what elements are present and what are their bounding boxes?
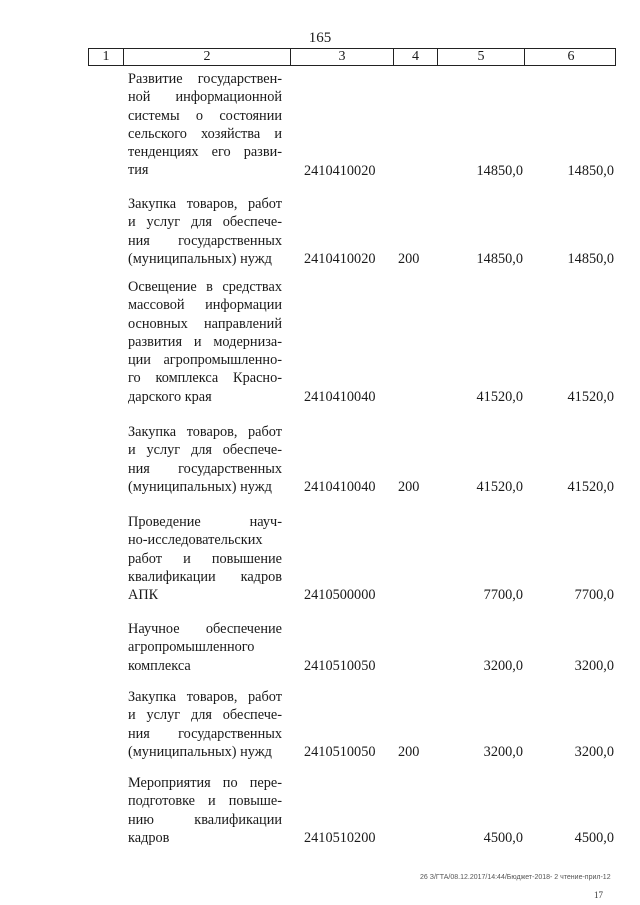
row-name-line: (муниципальных) нужд bbox=[128, 250, 272, 267]
row-amount-year1: 14850,0 bbox=[476, 162, 523, 179]
row-amount-year1: 3200,0 bbox=[483, 657, 523, 674]
row-csr-code: 2410410040 bbox=[304, 478, 376, 495]
row-name bbox=[128, 423, 282, 496]
row-name-line: нию квалификации bbox=[128, 811, 282, 828]
row-name bbox=[128, 774, 282, 847]
row-amount-year2: 3200,0 bbox=[574, 657, 614, 674]
row-name-line: (муниципальных) нужд bbox=[128, 743, 272, 760]
row-amount-year1: 3200,0 bbox=[483, 743, 523, 760]
row-name-line: Освещение в средствах bbox=[128, 279, 282, 295]
row-amount-year1: 41520,0 bbox=[476, 478, 523, 495]
row-name bbox=[128, 70, 282, 180]
row-name-line: развития и модерниза- bbox=[128, 333, 282, 350]
row-name-line: Мероприятия по пере- bbox=[128, 775, 282, 791]
table-row bbox=[88, 688, 616, 761]
row-name-line: ния государственных bbox=[128, 460, 282, 477]
budget-table bbox=[88, 48, 616, 846]
row-vr-code: 200 bbox=[398, 478, 420, 495]
table-row bbox=[88, 620, 616, 675]
row-name-line: работ и повышение bbox=[128, 550, 282, 567]
row-csr-code: 2410510050 bbox=[304, 657, 376, 674]
row-name bbox=[128, 513, 282, 604]
row-csr-code: 2410410040 bbox=[304, 388, 376, 405]
row-name-line: Развитие государствен- bbox=[128, 71, 282, 87]
row-name-line: ции агропромышленно- bbox=[128, 352, 282, 369]
row-amount-year2: 3200,0 bbox=[574, 743, 614, 760]
row-name-line: тенденциях его разви- bbox=[128, 144, 282, 161]
header-col-5: 5 bbox=[437, 49, 524, 65]
header-col-6: 6 bbox=[524, 49, 617, 65]
row-name-line: сельского хозяйства и bbox=[128, 125, 282, 142]
header-col-2: 2 bbox=[123, 49, 290, 65]
row-name bbox=[128, 278, 282, 406]
row-name-line: но-исследовательских bbox=[128, 532, 263, 549]
header-col-3: 3 bbox=[290, 49, 393, 65]
corner-mark: 17 bbox=[594, 890, 603, 900]
row-name-line: основных направлений bbox=[128, 315, 282, 332]
row-name-line: подготовке и повыше- bbox=[128, 793, 282, 810]
row-name-line: Закупка товаров, работ bbox=[128, 196, 282, 212]
row-name-line: Закупка товаров, работ bbox=[128, 424, 282, 440]
table-row bbox=[88, 774, 616, 847]
row-name-line: дарского края bbox=[128, 388, 212, 405]
row-vr-code: 200 bbox=[398, 250, 420, 267]
row-name-line: ния государственных bbox=[128, 725, 282, 742]
table-row bbox=[88, 195, 616, 268]
row-amount-year2: 41520,0 bbox=[567, 388, 614, 405]
table-row bbox=[88, 70, 616, 180]
row-name-line: и услуг для обеспече- bbox=[128, 442, 282, 459]
row-name-line: и услуг для обеспече- bbox=[128, 707, 282, 724]
row-vr-code: 200 bbox=[398, 743, 420, 760]
row-name-line: ния государственных bbox=[128, 232, 282, 249]
row-amount-year2: 14850,0 bbox=[567, 250, 614, 267]
row-name-line: (муниципальных) нужд bbox=[128, 478, 272, 495]
table-row bbox=[88, 513, 616, 605]
row-name-line: комплекса bbox=[128, 657, 191, 674]
row-name bbox=[128, 620, 282, 675]
table-header-row bbox=[88, 48, 616, 66]
row-name-line: АПК bbox=[128, 587, 159, 604]
row-name bbox=[128, 195, 282, 268]
row-name-line: Закупка товаров, работ bbox=[128, 689, 282, 705]
row-name-line: системы о состоянии bbox=[128, 107, 282, 124]
row-name-line: тия bbox=[128, 162, 149, 179]
row-name bbox=[128, 688, 282, 761]
header-col-1: 1 bbox=[102, 49, 110, 64]
row-name-line: Проведение науч- bbox=[128, 514, 282, 530]
row-csr-code: 2410500000 bbox=[304, 587, 376, 604]
row-name-line: квалификации кадров bbox=[128, 568, 282, 585]
table-row bbox=[88, 278, 616, 406]
row-amount-year2: 14850,0 bbox=[567, 162, 614, 179]
row-amount-year2: 41520,0 bbox=[567, 478, 614, 495]
row-name-line: агропромышленного bbox=[128, 639, 255, 656]
row-amount-year1: 4500,0 bbox=[483, 829, 523, 846]
row-csr-code: 2410410020 bbox=[304, 250, 376, 267]
row-amount-year2: 7700,0 bbox=[574, 587, 614, 604]
row-csr-code: 2410410020 bbox=[304, 162, 376, 179]
header-col-4: 4 bbox=[393, 49, 437, 65]
row-name-line: кадров bbox=[128, 829, 170, 846]
row-name-line: и услуг для обеспече- bbox=[128, 214, 282, 231]
row-name-line: Научное обеспечение bbox=[128, 621, 282, 637]
footer-stamp: 26 З/ГТА/08.12.2017/14:44/Бюджет-2018- 2 чтение-прил-12 bbox=[420, 874, 611, 881]
row-csr-code: 2410510200 bbox=[304, 829, 376, 846]
row-name-line: го комплекса Красно- bbox=[128, 370, 282, 387]
row-amount-year1: 14850,0 bbox=[476, 250, 523, 267]
row-csr-code: 2410510050 bbox=[304, 743, 376, 760]
row-amount-year1: 7700,0 bbox=[483, 587, 523, 604]
page-number: 165 bbox=[308, 30, 332, 46]
row-amount-year2: 4500,0 bbox=[574, 829, 614, 846]
row-amount-year1: 41520,0 bbox=[476, 388, 523, 405]
table-row bbox=[88, 423, 616, 496]
row-name-line: массовой информации bbox=[128, 297, 282, 314]
row-name-line: ной информационной bbox=[128, 89, 282, 106]
